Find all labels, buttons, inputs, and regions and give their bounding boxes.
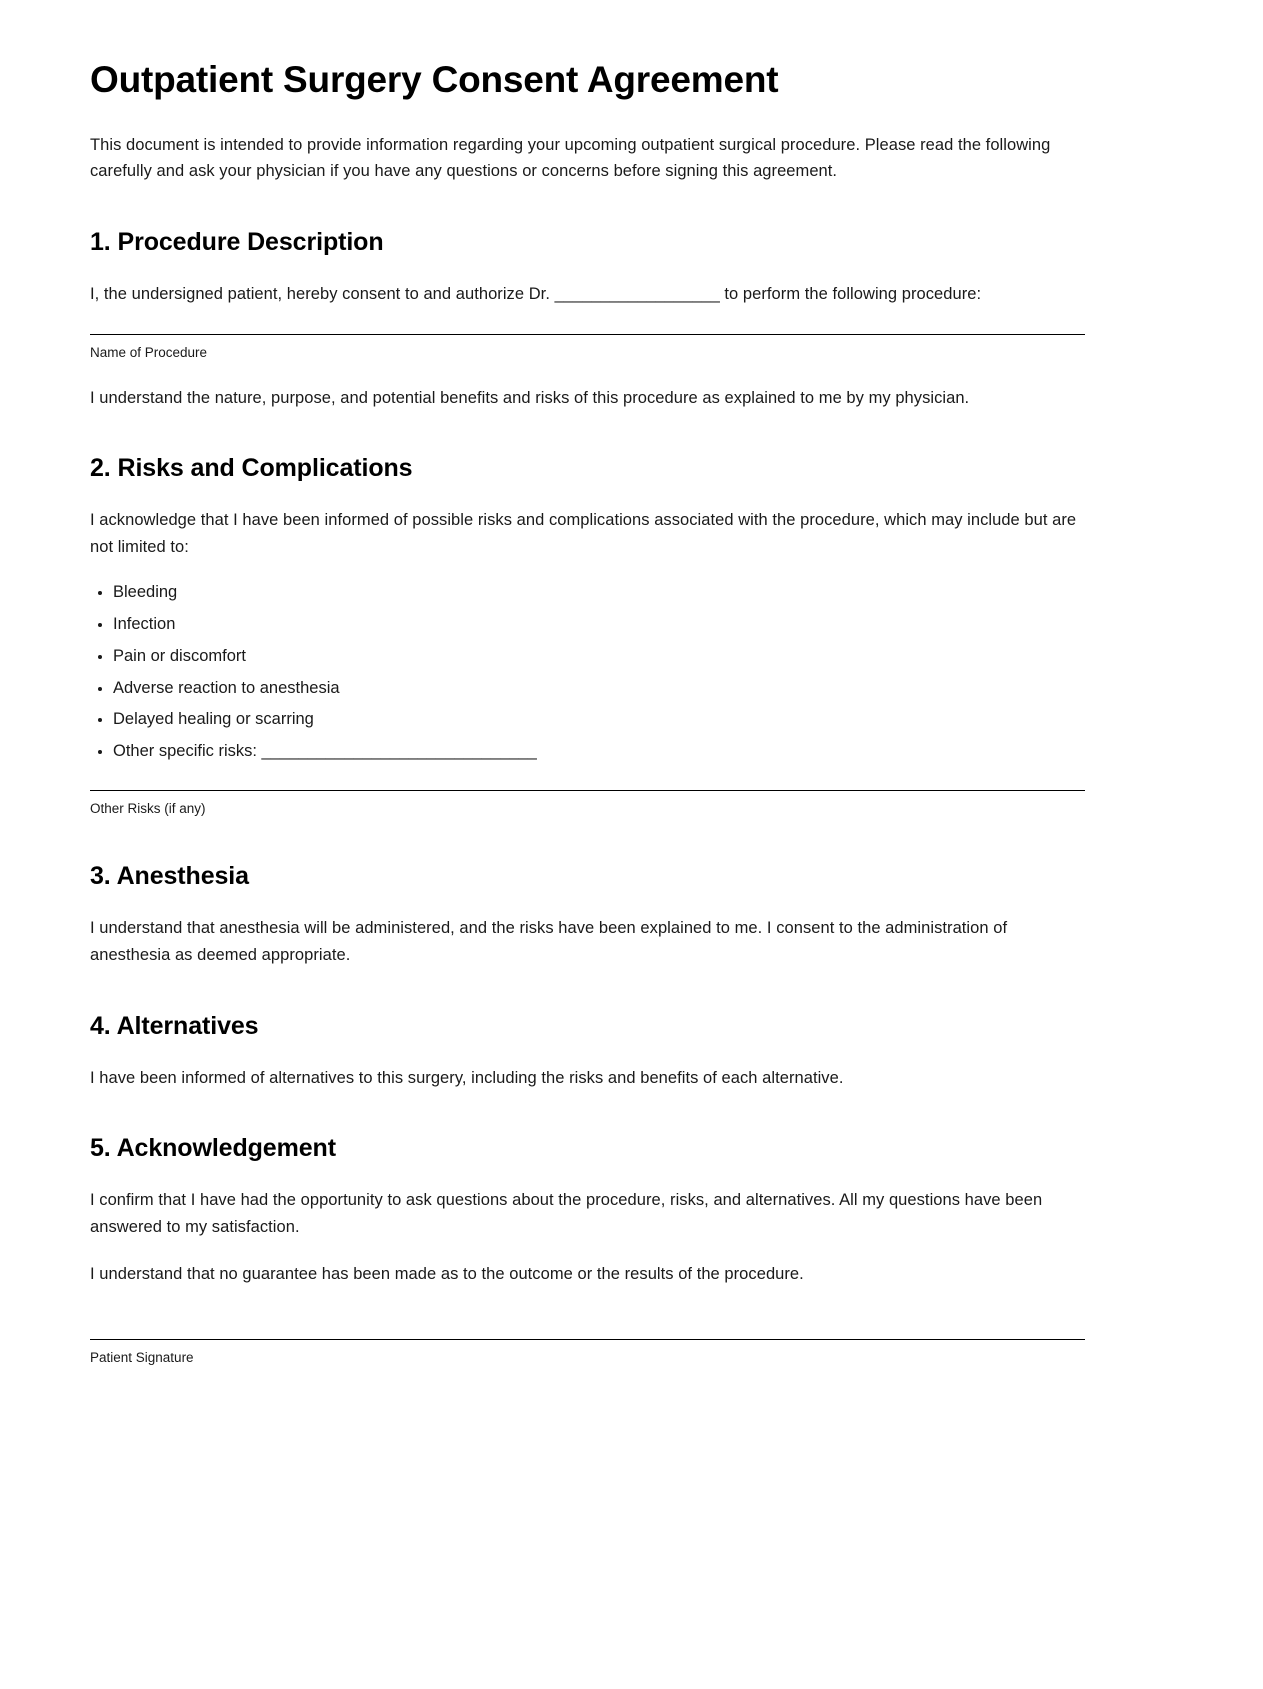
intro-paragraph: This document is intended to provide information regarding your upcoming outpatient surgical procedure. Please read the following carefully and ask your physician if you have any questions or concerns before signing this agreement. — [90, 135, 1051, 181]
section-heading-procedure-description: 1. Procedure Description — [90, 227, 384, 256]
consent-line-prefix: I, the undersigned patient, hereby consent to and authorize Dr. — [90, 284, 555, 303]
list-item: Delayed healing or scarring — [90, 708, 1085, 732]
procedure-name-rule[interactable] — [90, 334, 1085, 335]
procedure-understanding-paragraph: I understand the nature, purpose, and potential benefits and risks of this procedure as explained to me by my physician. — [90, 388, 970, 407]
alternatives-paragraph: I have been informed of alternatives to this surgery, including the risks and benefits of each alternative. — [90, 1068, 844, 1087]
procedure-name-caption: Name of Procedure — [90, 344, 208, 360]
other-risks-field — [90, 790, 1085, 819]
section-heading-alternatives: 4. Alternatives — [90, 1011, 259, 1040]
acknowledgement-paragraph-2: I understand that no guarantee has been made as to the outcome or the results of the procedure. — [90, 1264, 804, 1283]
other-risks-rule[interactable] — [90, 790, 1085, 791]
spacer — [90, 363, 1085, 385]
patient-signature-caption: Patient Signature — [90, 1350, 194, 1366]
list-item: Adverse reaction to anesthesia — [90, 677, 1085, 701]
risks-intro-paragraph: I acknowledge that I have been informed of possible risks and complications associated with the procedure, which may include but are not limited to: — [90, 511, 1077, 557]
anesthesia-paragraph: I understand that anesthesia will be administered, and the risks have been explained to me. I consent to the administration of anesthesia as deemed appropriate. — [90, 919, 1008, 964]
list-item: Bleeding — [90, 581, 1085, 605]
other-risks-caption: Other Risks (if any) — [90, 801, 206, 817]
risks-list — [90, 581, 1085, 765]
section-heading-anesthesia: 3. Anesthesia — [90, 862, 249, 891]
list-item: Infection — [90, 613, 1085, 637]
other-risks-blank[interactable]: ______________________________ — [261, 742, 537, 761]
list-item: Pain or discomfort — [90, 645, 1085, 669]
patient-signature-rule[interactable] — [90, 1339, 1085, 1340]
page-title: Outpatient Surgery Consent Agreement — [90, 59, 779, 100]
consent-authorize-line — [90, 281, 1085, 308]
section-heading-risks-complications: 2. Risks and Complications — [90, 454, 413, 483]
procedure-name-field — [90, 334, 1085, 363]
doctor-name-blank[interactable]: __________________ — [554, 284, 720, 303]
other-risks-label: Other specific risks: — [113, 742, 262, 761]
list-item-other-specific-risks — [90, 740, 1085, 764]
patient-signature-field — [90, 1339, 1085, 1368]
consent-line-suffix: to perform the following procedure: — [719, 284, 982, 303]
section-heading-acknowledgement: 5. Acknowledgement — [90, 1134, 336, 1163]
acknowledgement-paragraph-1: I confirm that I have had the opportunity to ask questions about the procedure, risks, and alternatives. All my questions have been answered to my satisfaction. — [90, 1191, 1043, 1237]
